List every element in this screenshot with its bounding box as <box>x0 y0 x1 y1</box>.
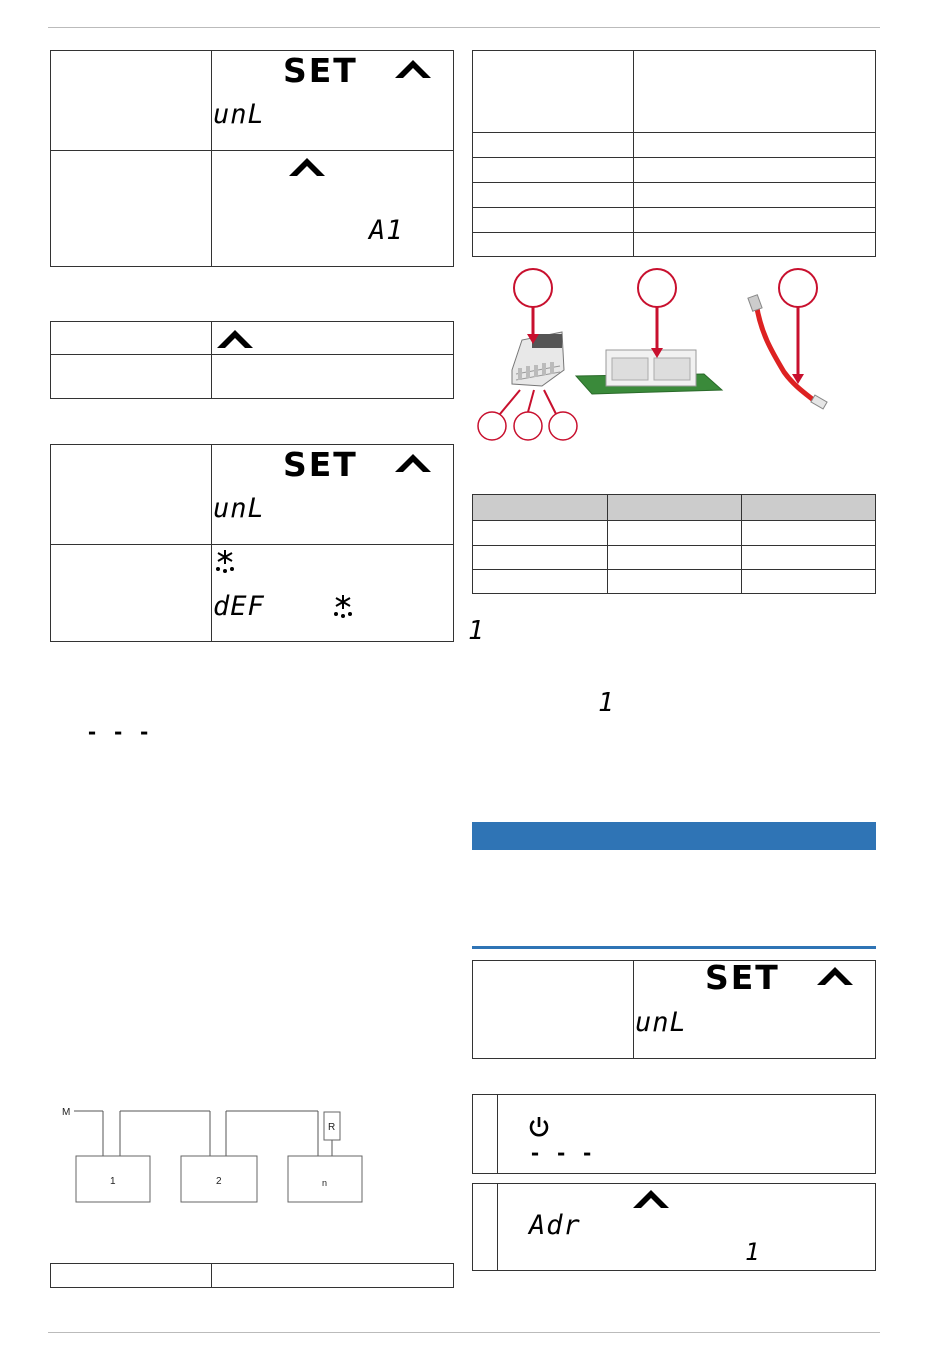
section-header-bar <box>472 822 876 850</box>
set-key-label: SET <box>283 51 358 90</box>
lcd-digit-one: 1 <box>745 1238 761 1266</box>
node-label-n: n <box>322 1178 328 1188</box>
connector-illustration <box>472 262 876 442</box>
lcd-dashes: - - - <box>529 1141 595 1165</box>
parameter-table <box>472 50 876 257</box>
defrost-icon <box>331 593 355 619</box>
up-arrow-icon <box>391 448 435 476</box>
rj45-socket-board-image <box>576 350 722 394</box>
lcd-unl: unL <box>213 99 265 130</box>
header-rule <box>48 27 880 28</box>
network-wiring-diagram <box>60 1100 380 1210</box>
master-label: M <box>62 1107 71 1118</box>
pinout-table <box>472 494 876 594</box>
network-cable-image <box>748 295 827 409</box>
set-key-label: SET <box>705 958 780 997</box>
node-label-2: 2 <box>216 1176 222 1187</box>
step-box-address <box>472 1183 876 1271</box>
node-label-1: 1 <box>110 1176 116 1187</box>
up-arrow-icon <box>285 152 329 180</box>
up-arrow-icon <box>391 54 435 82</box>
lcd-dashes: - - - <box>86 720 152 744</box>
lcd-unl: unL <box>635 1007 687 1038</box>
keypad-up-table <box>50 321 454 399</box>
bottom-left-table <box>50 1263 454 1288</box>
set-key-label: SET <box>283 445 358 484</box>
lcd-digit-one: 1 <box>468 616 485 646</box>
power-icon <box>527 1115 551 1139</box>
up-arrow-icon <box>813 961 857 989</box>
rj45-plug-image <box>512 332 564 386</box>
keypad-unlock-table-right <box>472 960 876 1059</box>
section-divider <box>472 946 876 949</box>
step-box-power <box>472 1094 876 1174</box>
keypad-defrost-table <box>50 444 454 642</box>
footer-rule <box>48 1332 880 1333</box>
lcd-a1: A1 <box>369 215 404 246</box>
keypad-unlock-table <box>50 50 454 267</box>
up-arrow-icon <box>629 1184 673 1212</box>
terminator-label: R <box>328 1122 336 1133</box>
defrost-icon <box>213 548 237 574</box>
up-arrow-icon <box>213 324 257 352</box>
lcd-unl: unL <box>213 493 265 524</box>
lcd-digit-one: 1 <box>598 688 615 718</box>
lcd-adr: Adr <box>529 1210 581 1241</box>
lcd-def: dEF <box>213 591 265 622</box>
